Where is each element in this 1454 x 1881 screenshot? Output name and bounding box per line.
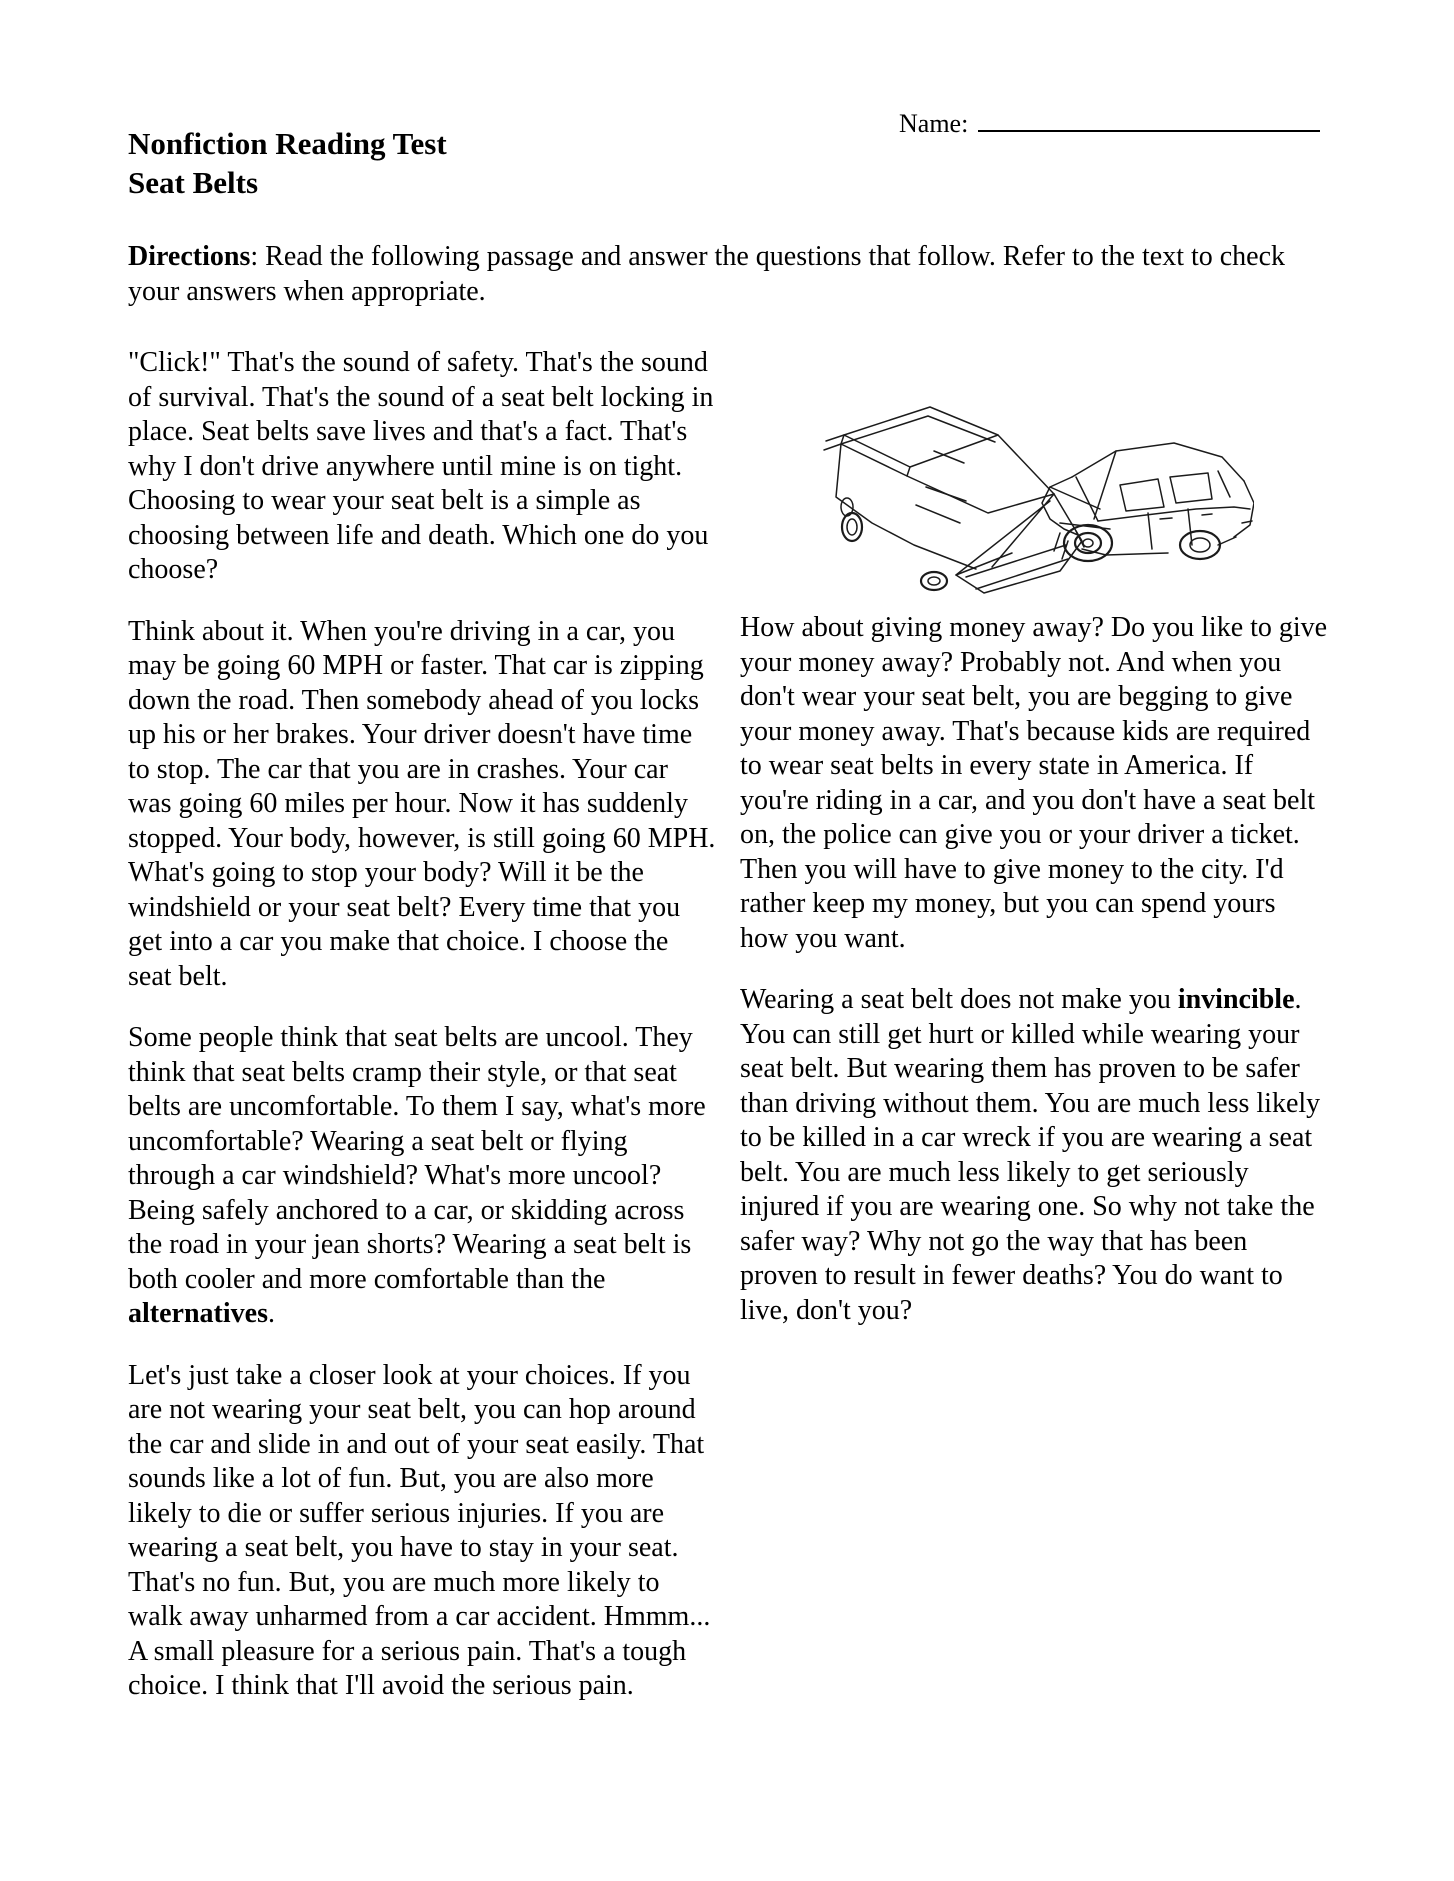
title-line-2: Seat Belts	[128, 165, 259, 200]
car-crash-illustration	[814, 391, 1254, 611]
name-label: Name:	[899, 109, 969, 138]
paragraph-1: "Click!" That's the sound of safety. That's the sound of survival. That's the sound of a seat belt locking in place. Seat belts save lives and that's a fact. That's why I don't drive anywhere until mine is on tight. Choosing to wear your seat belt is a simple as choosing between life and death. Which one do you choose?	[128, 347, 714, 585]
paragraph-5: How about giving money away? Do you like to give your money away? Probably not. And when you don't wear your seat belt, you are begging to give your money away. That's because kids are required to wear seat belts in every state in America. If you're riding in a car, and you don't have a seat belt on, the police can give you or your driver a ticket. Then you will have to give money to the city. I'd rather keep my money, but you can spend yours how you want.	[740, 612, 1328, 954]
directions-label: Directions	[128, 241, 251, 272]
paragraph-6	[740, 983, 1328, 1328]
directions	[128, 240, 1328, 309]
paragraph-3-text: Some people think that seat belts are uncool. They think that seat belts cramp their style, or that seat belts are uncomfortable. To them I say, what's more uncomfortable? Wearing a seat belt or flying through a car windshield? What's more uncool? Being safely anchored to a car, or skidding across the road in your jean shorts? Wearing a seat belt is both cooler and more comfortable than the	[128, 1022, 706, 1295]
paragraph-2: Think about it. When you're driving in a car, you may be going 60 MPH or faster. That car is zipping down the road. Then somebody ahead of you locks up his or her brakes. Your driver doesn't have time to stop. The car that you are in crashes. Your car was going 60 miles per hour. Now it has suddenly stopped. Your body, however, is still going 60 MPH. What's going to stop your body? Will it be the windshield or your seat belt? Every time that you get into a car you make that choice. I choose the seat belt.	[128, 615, 716, 992]
paragraph-4: Let's just take a closer look at your choices. If you are not wearing your seat belt, you can hop around the car and slide in and out of your seat easily. That sounds like a lot of fun. But, you are also more likely to die or suffer serious injuries. If you are wearing a seat belt, you have to stay in your seat. That's no fun. But, you are much more likely to walk away unharmed from a car accident. Hmmm... A small pleasure for a serious pain. That's a tough choice. I think that I'll avoid the serious pain.	[128, 1359, 711, 1701]
name-blank-line	[978, 106, 1320, 132]
left-column	[128, 346, 716, 1731]
paragraph-6-rest: . You can still get hurt or killed while wearing your seat belt. But wearing them has proven to be safer than driving without them. You are much less likely to be killed in a car wreck if you are wearing a seat belt. You are much less likely to get seriously injured if you are wearing one. So why not take the safer way? Why not go the way that has been proven to result in fewer deaths? You do want to live, don't you?	[740, 984, 1321, 1326]
directions-text: : Read the following passage and answer the questions that follow. Refer to the text to check your answers when appropriate.	[128, 241, 1286, 307]
paragraph-6-bold-word: invincible	[1177, 984, 1295, 1015]
name-field	[899, 106, 1320, 139]
passage-columns	[128, 346, 1328, 1731]
title-line-1: Nonfiction Reading Test	[128, 126, 447, 161]
paragraph-3-period: .	[267, 1298, 275, 1329]
car-crash-sketch-svg	[814, 391, 1254, 611]
paragraph-6-text: Wearing a seat belt does not make you	[740, 984, 1178, 1015]
right-column	[740, 346, 1328, 1731]
page-title	[128, 124, 447, 202]
paragraph-3	[128, 1021, 716, 1332]
paragraph-3-bold-word: alternatives	[128, 1298, 268, 1329]
